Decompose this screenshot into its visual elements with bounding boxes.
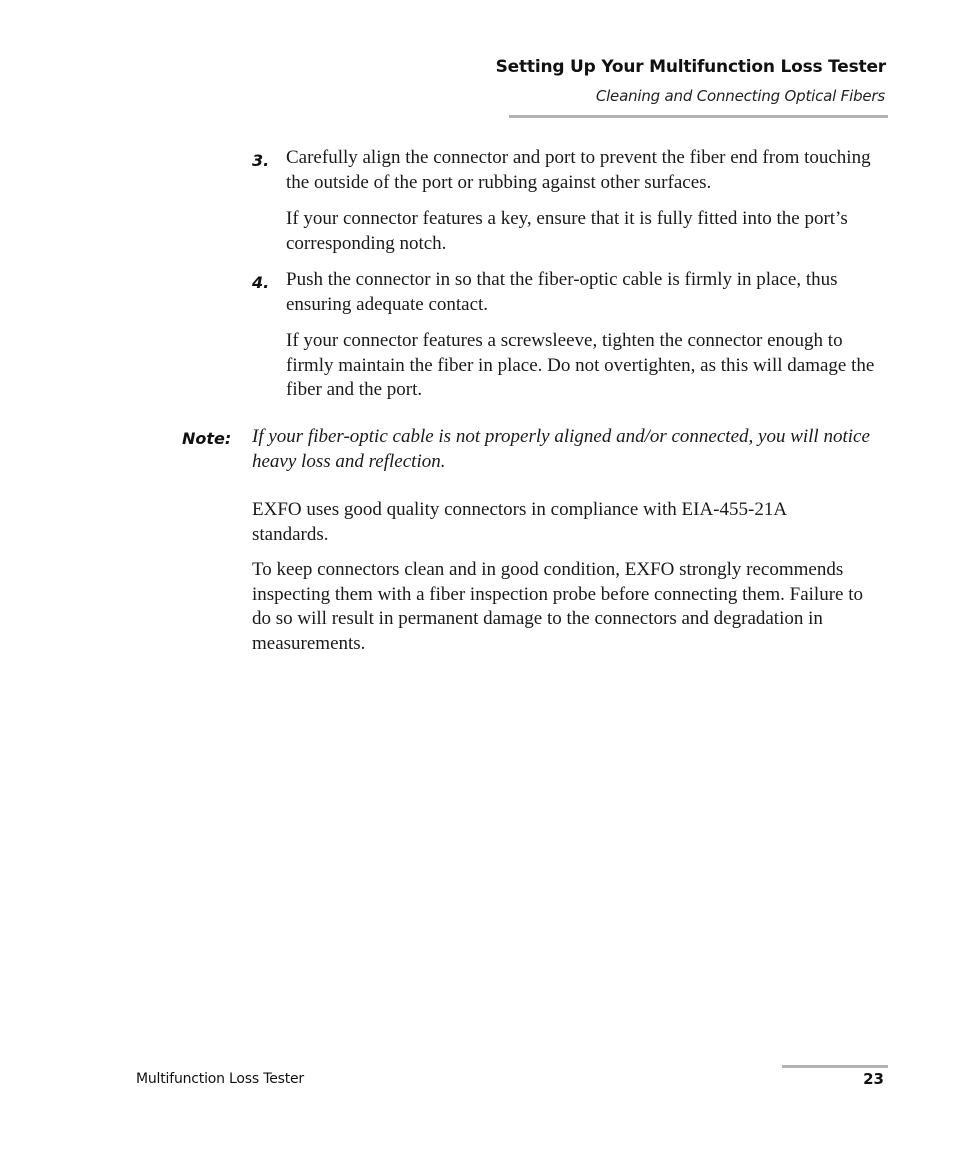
step-extra-text: If your connector features a key, ensure that it is fully fitted into the port’s corresponding notch. [286,208,848,254]
step-extra-text: If your connector features a screwsleeve, tighten the connector enough to firmly maintain the fiber in place. Do not overtighten, as this will damage the fiber and the port. [286,330,875,400]
step-text: Carefully align the connector and port to prevent the fiber end from touching the outside of the port or rubbing against other surfaces. [286,147,871,193]
page-header-title: Setting Up Your Multifunction Loss Tester [495,57,886,77]
step-text: Push the connector in so that the fiber-optic cable is firmly in place, thus ensuring adequate contact. [286,269,838,315]
footer-rule [782,1065,888,1068]
note-text: If your fiber-optic cable is not properly aligned and/or connected, you will notice heavy loss and reflection. [252,426,870,472]
header-rule [509,115,888,118]
page-header-subtitle: Cleaning and Connecting Optical Fibers [595,87,885,105]
footer-document-title: Multifunction Loss Tester [136,1071,304,1087]
note-label: Note: [182,429,232,448]
body-paragraph: EXFO uses good quality connectors in compliance with EIA-455-21A standards. [252,499,787,545]
page-number: 23 [863,1070,884,1088]
step-number: 4. [252,273,270,292]
step-number: 3. [252,151,270,170]
body-paragraph: To keep connectors clean and in good condition, EXFO strongly recommends inspecting them with a fiber inspection probe before connecting them. Failure to do so will result in permanent damage to the connectors and degradation in measurements. [252,559,863,654]
